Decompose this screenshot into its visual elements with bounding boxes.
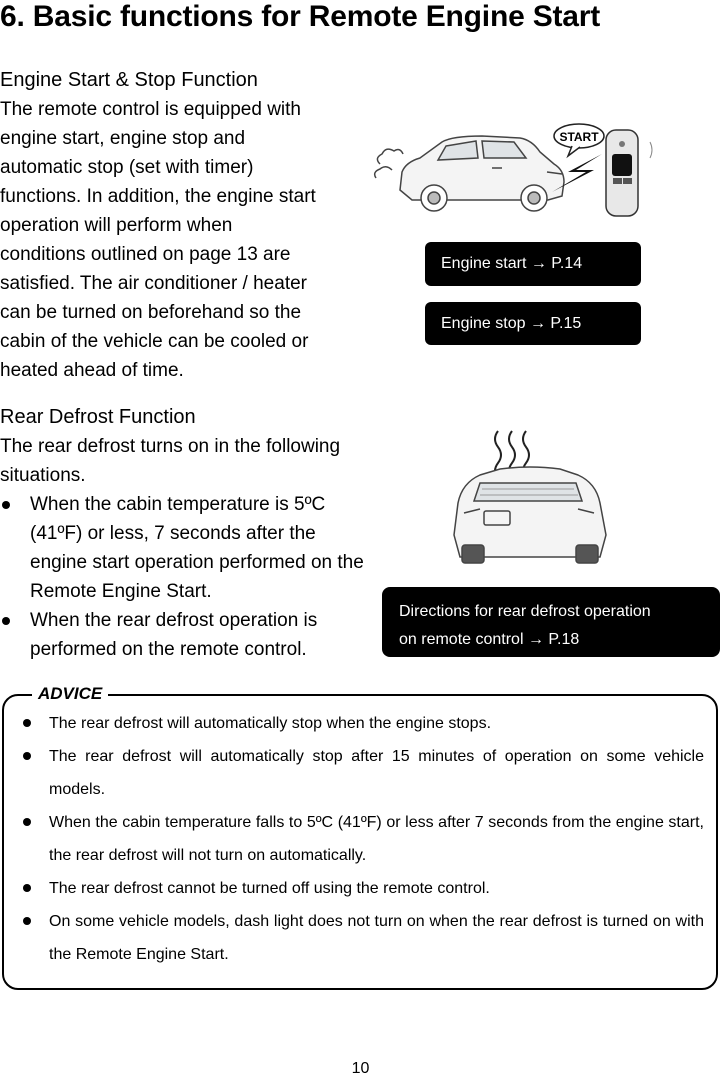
rear-defrost-ref-line: on remote control → P.18 — [399, 631, 580, 648]
engine-text-line: functions. In addition, the engine start — [0, 186, 316, 207]
engine-text-line: The remote control is equipped with — [0, 99, 301, 120]
engine-text-line: satisfied. The air conditioner / heater — [0, 273, 307, 294]
page-number: 10 — [351, 1060, 370, 1077]
list-item: The rear defrost will automatically stop after 15 minutes of operation on some vehicle models. — [22, 740, 704, 806]
list-item: When the cabin temperature falls to 5ºC (41ºF) or less after 7 seconds from the engine start, the rear defrost will not turn on automatically. — [22, 806, 704, 872]
advice-list — [22, 707, 704, 971]
list-item: The rear defrost cannot be turned off using the remote control. — [22, 872, 704, 905]
engine-text-line: can be turned on beforehand so the — [0, 302, 302, 323]
engine-start-ref[interactable]: Engine start → P.14 — [425, 242, 641, 286]
list-item: When the rear defrost operation is performed on the remote control. — [0, 606, 368, 664]
page-title: 6. Basic functions for Remote Engine Start — [0, 0, 601, 33]
engine-text-line: conditions outlined on page 13 are — [0, 244, 291, 265]
start-bubble-label: START — [559, 130, 599, 144]
defrost-intro-line: The rear defrost turns on in the following — [0, 436, 341, 457]
engine-text-line: heated ahead of time. — [0, 360, 184, 381]
rear-car-defrost-illustration — [440, 425, 620, 575]
rear-defrost-ref-line: Directions for rear defrost operation — [399, 603, 651, 620]
list-item: On some vehicle models, dash light does not turn on when the rear defrost is turned on with the Remote Engine Start. — [22, 905, 704, 971]
defrost-intro — [0, 432, 340, 490]
engine-stop-ref[interactable]: Engine stop → P.15 — [425, 302, 641, 345]
engine-text-line: operation will perform when — [0, 215, 233, 236]
advice-label: ADVICE — [32, 684, 108, 704]
engine-section-heading: Engine Start & Stop Function — [0, 69, 258, 91]
engine-text-line: cabin of the vehicle can be cooled or — [0, 331, 309, 352]
rear-defrost-ref[interactable] — [382, 587, 720, 657]
defrost-section-heading: Rear Defrost Function — [0, 406, 196, 428]
defrost-intro-line: situations. — [0, 465, 86, 486]
list-item: The rear defrost will automatically stop when the engine stops. — [22, 707, 704, 740]
engine-text-line: automatic stop (set with timer) — [0, 157, 254, 178]
engine-text-line: engine start, engine stop and — [0, 128, 246, 149]
engine-section-text — [0, 95, 316, 385]
car-remote-start-illustration — [372, 112, 662, 222]
list-item: When the cabin temperature is 5ºC (41ºF) or less, 7 seconds after the engine start operation performed on the Remote Engine Start. — [0, 490, 368, 606]
defrost-bullet-list — [0, 490, 368, 664]
